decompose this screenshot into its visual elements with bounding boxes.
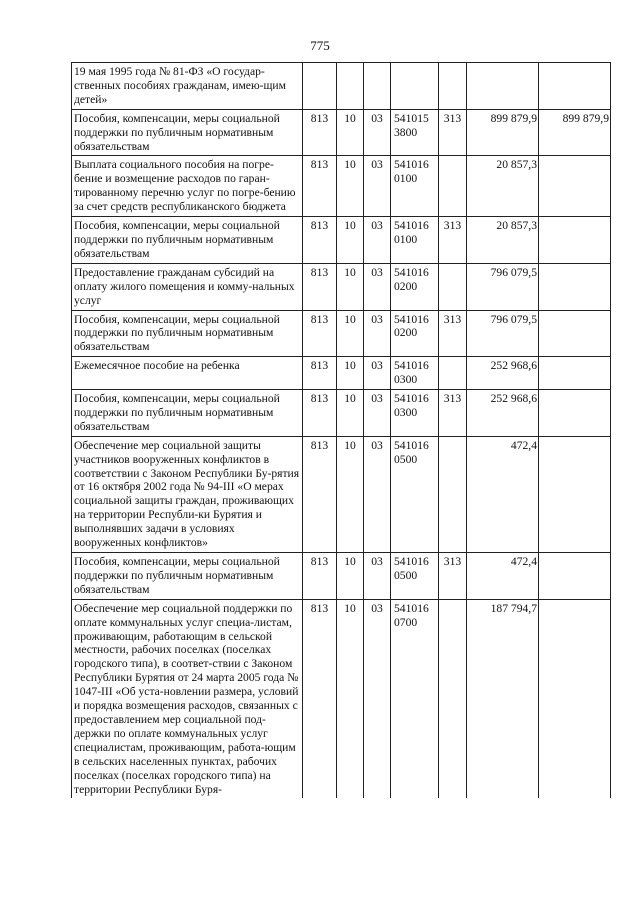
row-name-cell: Обеспечение мер социальной поддержки по оплате коммунальных услуг специа-листам, проживающим, работающим в сельской местности, рабочих поселках (поселках городского типа), в соответ-ствии с Законом Республики Бурятия от 24 марта 2005 года № 1047-III «Об уста-новлении размера, условий и порядка возмещения расходов, связанных с предоставлением мер социальной под-держки по оплате коммунальных услуг специалистам, проживающим, работа-ющим в сельских населенных пунктах, рабочих поселках (поселках городского типа) на территории Республики Буря- — [72, 599, 303, 798]
expense-type-code-cell — [439, 357, 467, 390]
amount-2-cell: 899 879,9 — [539, 109, 611, 156]
table-row — [72, 436, 611, 552]
target-article-code-cell: 541016 0700 — [391, 599, 439, 798]
subsection-code-cell: 03 — [364, 156, 391, 217]
row-name-cell: Пособия, компенсации, меры социальной поддержки по публичным нормативным обязательствам — [72, 217, 303, 264]
table-row — [72, 217, 611, 264]
amount-cell: 252 968,6 — [467, 390, 539, 437]
row-name-cell: Выплата социального пособия на погре-бение и возмещение расходов по гаран-тированному перечню услуг по погре-бению за счет средств республиканского бюджета — [72, 156, 303, 217]
table-row — [72, 553, 611, 600]
row-name-cell: Пособия, компенсации, меры социальной поддержки по публичным нормативным обязательствам — [72, 553, 303, 600]
section-code-cell: 10 — [337, 263, 364, 310]
target-article-code-cell: 541015 3800 — [391, 109, 439, 156]
section-code-cell: 10 — [337, 436, 364, 552]
expense-type-code-cell: 313 — [439, 310, 467, 357]
amount-2-cell — [539, 553, 611, 600]
budget-table — [71, 62, 611, 798]
section-code-cell: 10 — [337, 109, 364, 156]
target-article-code-cell: 541016 0200 — [391, 310, 439, 357]
table-body — [72, 63, 611, 799]
subsection-code-cell: 03 — [364, 357, 391, 390]
expense-type-code-cell: 313 — [439, 217, 467, 264]
department-code-cell: 813 — [303, 599, 337, 798]
subsection-code-cell: 03 — [364, 310, 391, 357]
expense-type-code-cell: 313 — [439, 390, 467, 437]
department-code-cell: 813 — [303, 263, 337, 310]
amount-cell: 20 857,3 — [467, 217, 539, 264]
amount-cell: 20 857,3 — [467, 156, 539, 217]
table-row — [72, 63, 611, 110]
table-row — [72, 357, 611, 390]
department-code-cell — [303, 63, 337, 110]
row-name-cell: 19 мая 1995 года № 81-ФЗ «О государ-ственных пособиях гражданам, имею-щим детей» — [72, 63, 303, 110]
amount-2-cell — [539, 217, 611, 264]
expense-type-code-cell — [439, 263, 467, 310]
target-article-code-cell: 541016 0500 — [391, 436, 439, 552]
amount-cell: 187 794,7 — [467, 599, 539, 798]
table-row — [72, 599, 611, 798]
table-row — [72, 263, 611, 310]
section-code-cell: 10 — [337, 553, 364, 600]
amount-cell: 796 079,5 — [467, 310, 539, 357]
amount-2-cell — [539, 263, 611, 310]
subsection-code-cell: 03 — [364, 599, 391, 798]
section-code-cell: 10 — [337, 599, 364, 798]
target-article-code-cell: 541016 0200 — [391, 263, 439, 310]
amount-cell: 472,4 — [467, 436, 539, 552]
subsection-code-cell: 03 — [364, 109, 391, 156]
section-code-cell: 10 — [337, 357, 364, 390]
section-code-cell: 10 — [337, 156, 364, 217]
section-code-cell — [337, 63, 364, 110]
page-number: 775 — [310, 38, 330, 53]
target-article-code-cell: 541016 0300 — [391, 357, 439, 390]
expense-type-code-cell: 313 — [439, 553, 467, 600]
department-code-cell: 813 — [303, 310, 337, 357]
amount-2-cell — [539, 310, 611, 357]
expense-type-code-cell — [439, 599, 467, 798]
target-article-code-cell: 541016 0100 — [391, 217, 439, 264]
amount-2-cell — [539, 436, 611, 552]
table-row — [72, 390, 611, 437]
row-name-cell: Обеспечение мер социальной защиты участников вооруженных конфликтов в соответствии с Законом Республики Бу-рятия от 16 октября 2002 года № 94-III «О мерах социальной защиты граждан, проживающих на территории Республи-ки Бурятия и выполнявших задачи в условиях вооруженных конфликтов» — [72, 436, 303, 552]
row-name-cell: Пособия, компенсации, меры социальной поддержки по публичным нормативным обязательствам — [72, 390, 303, 437]
expense-type-code-cell — [439, 436, 467, 552]
department-code-cell: 813 — [303, 436, 337, 552]
subsection-code-cell: 03 — [364, 217, 391, 264]
table-row — [72, 156, 611, 217]
subsection-code-cell: 03 — [364, 436, 391, 552]
amount-2-cell — [539, 390, 611, 437]
amount-2-cell — [539, 599, 611, 798]
department-code-cell: 813 — [303, 156, 337, 217]
row-name-cell: Предоставление гражданам субсидий на оплату жилого помещения и комму-нальных услуг — [72, 263, 303, 310]
department-code-cell: 813 — [303, 109, 337, 156]
amount-cell: 472,4 — [467, 553, 539, 600]
department-code-cell: 813 — [303, 553, 337, 600]
section-code-cell: 10 — [337, 390, 364, 437]
department-code-cell: 813 — [303, 357, 337, 390]
amount-2-cell — [539, 63, 611, 110]
table-row — [72, 109, 611, 156]
target-article-code-cell: 541016 0100 — [391, 156, 439, 217]
expense-type-code-cell — [439, 63, 467, 110]
expense-type-code-cell: 313 — [439, 109, 467, 156]
table-row — [72, 310, 611, 357]
target-article-code-cell: 541016 0500 — [391, 553, 439, 600]
department-code-cell: 813 — [303, 390, 337, 437]
target-article-code-cell — [391, 63, 439, 110]
amount-cell — [467, 63, 539, 110]
expense-type-code-cell — [439, 156, 467, 217]
amount-cell: 252 968,6 — [467, 357, 539, 390]
row-name-cell: Пособия, компенсации, меры социальной поддержки по публичным нормативным обязательствам — [72, 109, 303, 156]
amount-2-cell — [539, 156, 611, 217]
subsection-code-cell: 03 — [364, 263, 391, 310]
subsection-code-cell: 03 — [364, 553, 391, 600]
row-name-cell: Ежемесячное пособие на ребенка — [72, 357, 303, 390]
subsection-code-cell: 03 — [364, 390, 391, 437]
amount-2-cell — [539, 357, 611, 390]
department-code-cell: 813 — [303, 217, 337, 264]
row-name-cell: Пособия, компенсации, меры социальной поддержки по публичным нормативным обязательствам — [72, 310, 303, 357]
target-article-code-cell: 541016 0300 — [391, 390, 439, 437]
section-code-cell: 10 — [337, 310, 364, 357]
amount-cell: 796 079,5 — [467, 263, 539, 310]
amount-cell: 899 879,9 — [467, 109, 539, 156]
subsection-code-cell — [364, 63, 391, 110]
section-code-cell: 10 — [337, 217, 364, 264]
